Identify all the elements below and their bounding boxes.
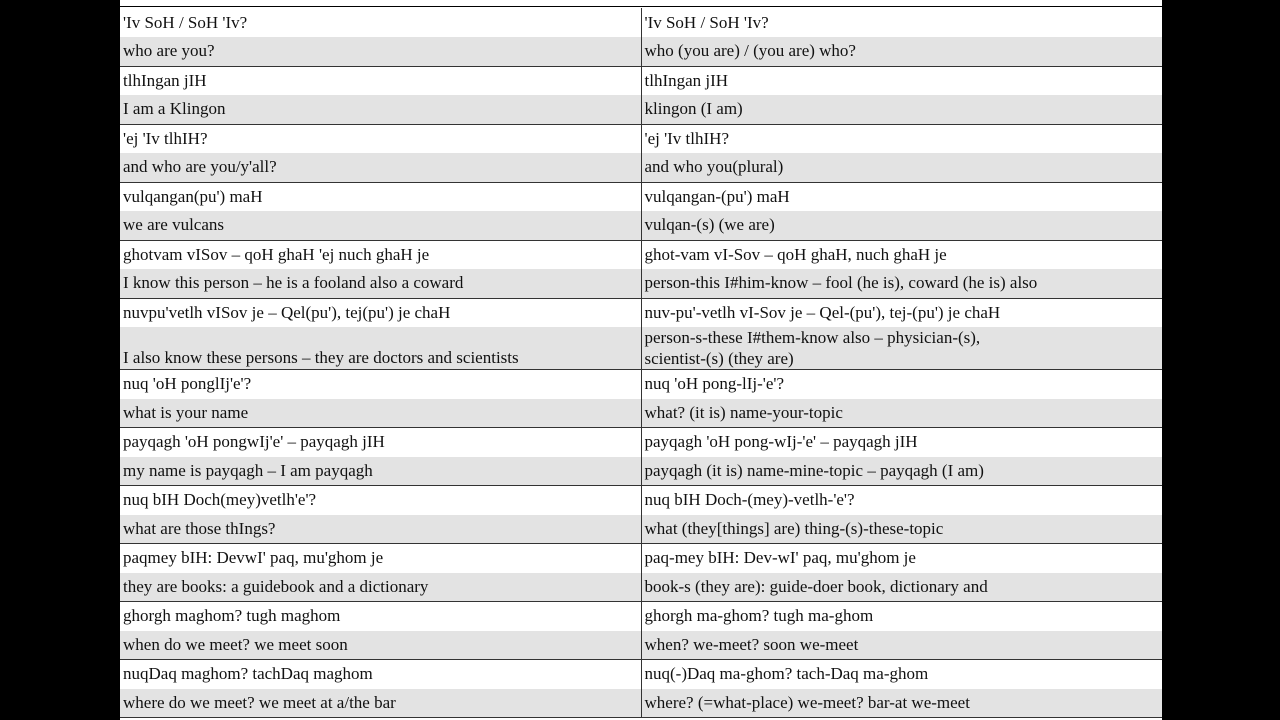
english-gloss: when? we-meet? soon we-meet [641, 631, 1162, 660]
klingon-phrase: tlhIngan jIH [120, 66, 641, 95]
english-translation: who are you? [120, 37, 641, 66]
klingon-row [120, 8, 1162, 37]
klingon-row [120, 66, 1162, 95]
klingon-gloss: tlhIngan jIH [641, 66, 1162, 95]
klingon-row [120, 124, 1162, 153]
klingon-phrase: 'Iv SoH / SoH 'Iv? [120, 8, 641, 37]
klingon-row [120, 370, 1162, 399]
klingon-row [120, 660, 1162, 689]
klingon-row [120, 298, 1162, 327]
english-gloss: what? (it is) name-your-topic [641, 399, 1162, 428]
klingon-phrase: ghotvam vISov – qoH ghaH 'ej nuch ghaH je [120, 240, 641, 269]
klingon-phrase: ghorgh maghom? tugh maghom [120, 602, 641, 631]
klingon-row [120, 428, 1162, 457]
english-row [120, 153, 1162, 182]
klingon-gloss: nuq bIH Doch-(mey)-vetlh-'e'? [641, 486, 1162, 515]
phrase-table [120, 8, 1162, 718]
klingon-row [120, 486, 1162, 515]
klingon-row [120, 602, 1162, 631]
english-gloss: person-this I#him-know – fool (he is), coward (he is) also [641, 269, 1162, 298]
english-translation: when do we meet? we meet soon [120, 631, 641, 660]
klingon-gloss: ghorgh ma-ghom? tugh ma-ghom [641, 602, 1162, 631]
english-translation: I know this person – he is a fooland also a coward [120, 269, 641, 298]
english-row [120, 515, 1162, 544]
english-gloss: what (they[things] are) thing-(s)-these-topic [641, 515, 1162, 544]
klingon-phrase: 'ej 'Iv tlhIH? [120, 124, 641, 153]
top-border [120, 6, 1162, 7]
english-gloss: book-s (they are): guide-doer book, dictionary and [641, 573, 1162, 602]
right-margin [1162, 0, 1280, 720]
english-row [120, 399, 1162, 428]
english-row [120, 689, 1162, 718]
english-translation: I also know these persons – they are doctors and scientists [120, 327, 641, 370]
english-gloss: vulqan-(s) (we are) [641, 211, 1162, 240]
klingon-phrase: payqagh 'oH pongwIj'e' – payqagh jIH [120, 428, 641, 457]
english-translation: I am a Klingon [120, 95, 641, 124]
klingon-gloss: ghot-vam vI-Sov – qoH ghaH, nuch ghaH je [641, 240, 1162, 269]
english-row [120, 37, 1162, 66]
english-gloss: where? (=what-place) we-meet? bar-at we-meet [641, 689, 1162, 718]
klingon-phrase: paqmey bIH: DevwI' paq, mu'ghom je [120, 544, 641, 573]
english-translation: they are books: a guidebook and a dictionary [120, 573, 641, 602]
english-row [120, 573, 1162, 602]
klingon-gloss: vulqangan-(pu') maH [641, 182, 1162, 211]
klingon-gloss: nuq(-)Daq ma-ghom? tach-Daq ma-ghom [641, 660, 1162, 689]
klingon-row [120, 240, 1162, 269]
english-gloss: payqagh (it is) name-mine-topic – payqagh (I am) [641, 457, 1162, 486]
english-translation: and who are you/y'all? [120, 153, 641, 182]
klingon-phrase: nuvpu'vetlh vISov je – Qel(pu'), tej(pu') je chaH [120, 298, 641, 327]
klingon-gloss: nuq 'oH pong-lIj-'e'? [641, 370, 1162, 399]
english-row [120, 211, 1162, 240]
english-row [120, 269, 1162, 298]
document-page [120, 0, 1162, 720]
english-gloss: person-s-these I#them-know also – physician-(s), scientist-(s) (they are) [641, 327, 1162, 370]
english-row [120, 327, 1162, 370]
english-row [120, 457, 1162, 486]
english-translation: what are those thIngs? [120, 515, 641, 544]
klingon-phrase: nuqDaq maghom? tachDaq maghom [120, 660, 641, 689]
english-translation: what is your name [120, 399, 641, 428]
klingon-phrase: nuq bIH Doch(mey)vetlh'e'? [120, 486, 641, 515]
klingon-gloss: nuv-pu'-vetlh vI-Sov je – Qel-(pu'), tej-(pu') je chaH [641, 298, 1162, 327]
english-translation: we are vulcans [120, 211, 641, 240]
english-gloss: klingon (I am) [641, 95, 1162, 124]
klingon-gloss: 'Iv SoH / SoH 'Iv? [641, 8, 1162, 37]
english-gloss: and who you(plural) [641, 153, 1162, 182]
english-gloss: who (you are) / (you are) who? [641, 37, 1162, 66]
phrase-table-body [120, 8, 1162, 718]
english-row [120, 631, 1162, 660]
english-translation: my name is payqagh – I am payqagh [120, 457, 641, 486]
klingon-phrase: nuq 'oH ponglIj'e'? [120, 370, 641, 399]
english-row [120, 95, 1162, 124]
klingon-row [120, 182, 1162, 211]
klingon-row [120, 544, 1162, 573]
klingon-gloss: paq-mey bIH: Dev-wI' paq, mu'ghom je [641, 544, 1162, 573]
klingon-gloss: payqagh 'oH pong-wIj-'e' – payqagh jIH [641, 428, 1162, 457]
english-translation: where do we meet? we meet at a/the bar [120, 689, 641, 718]
klingon-gloss: 'ej 'Iv tlhIH? [641, 124, 1162, 153]
klingon-phrase: vulqangan(pu') maH [120, 182, 641, 211]
